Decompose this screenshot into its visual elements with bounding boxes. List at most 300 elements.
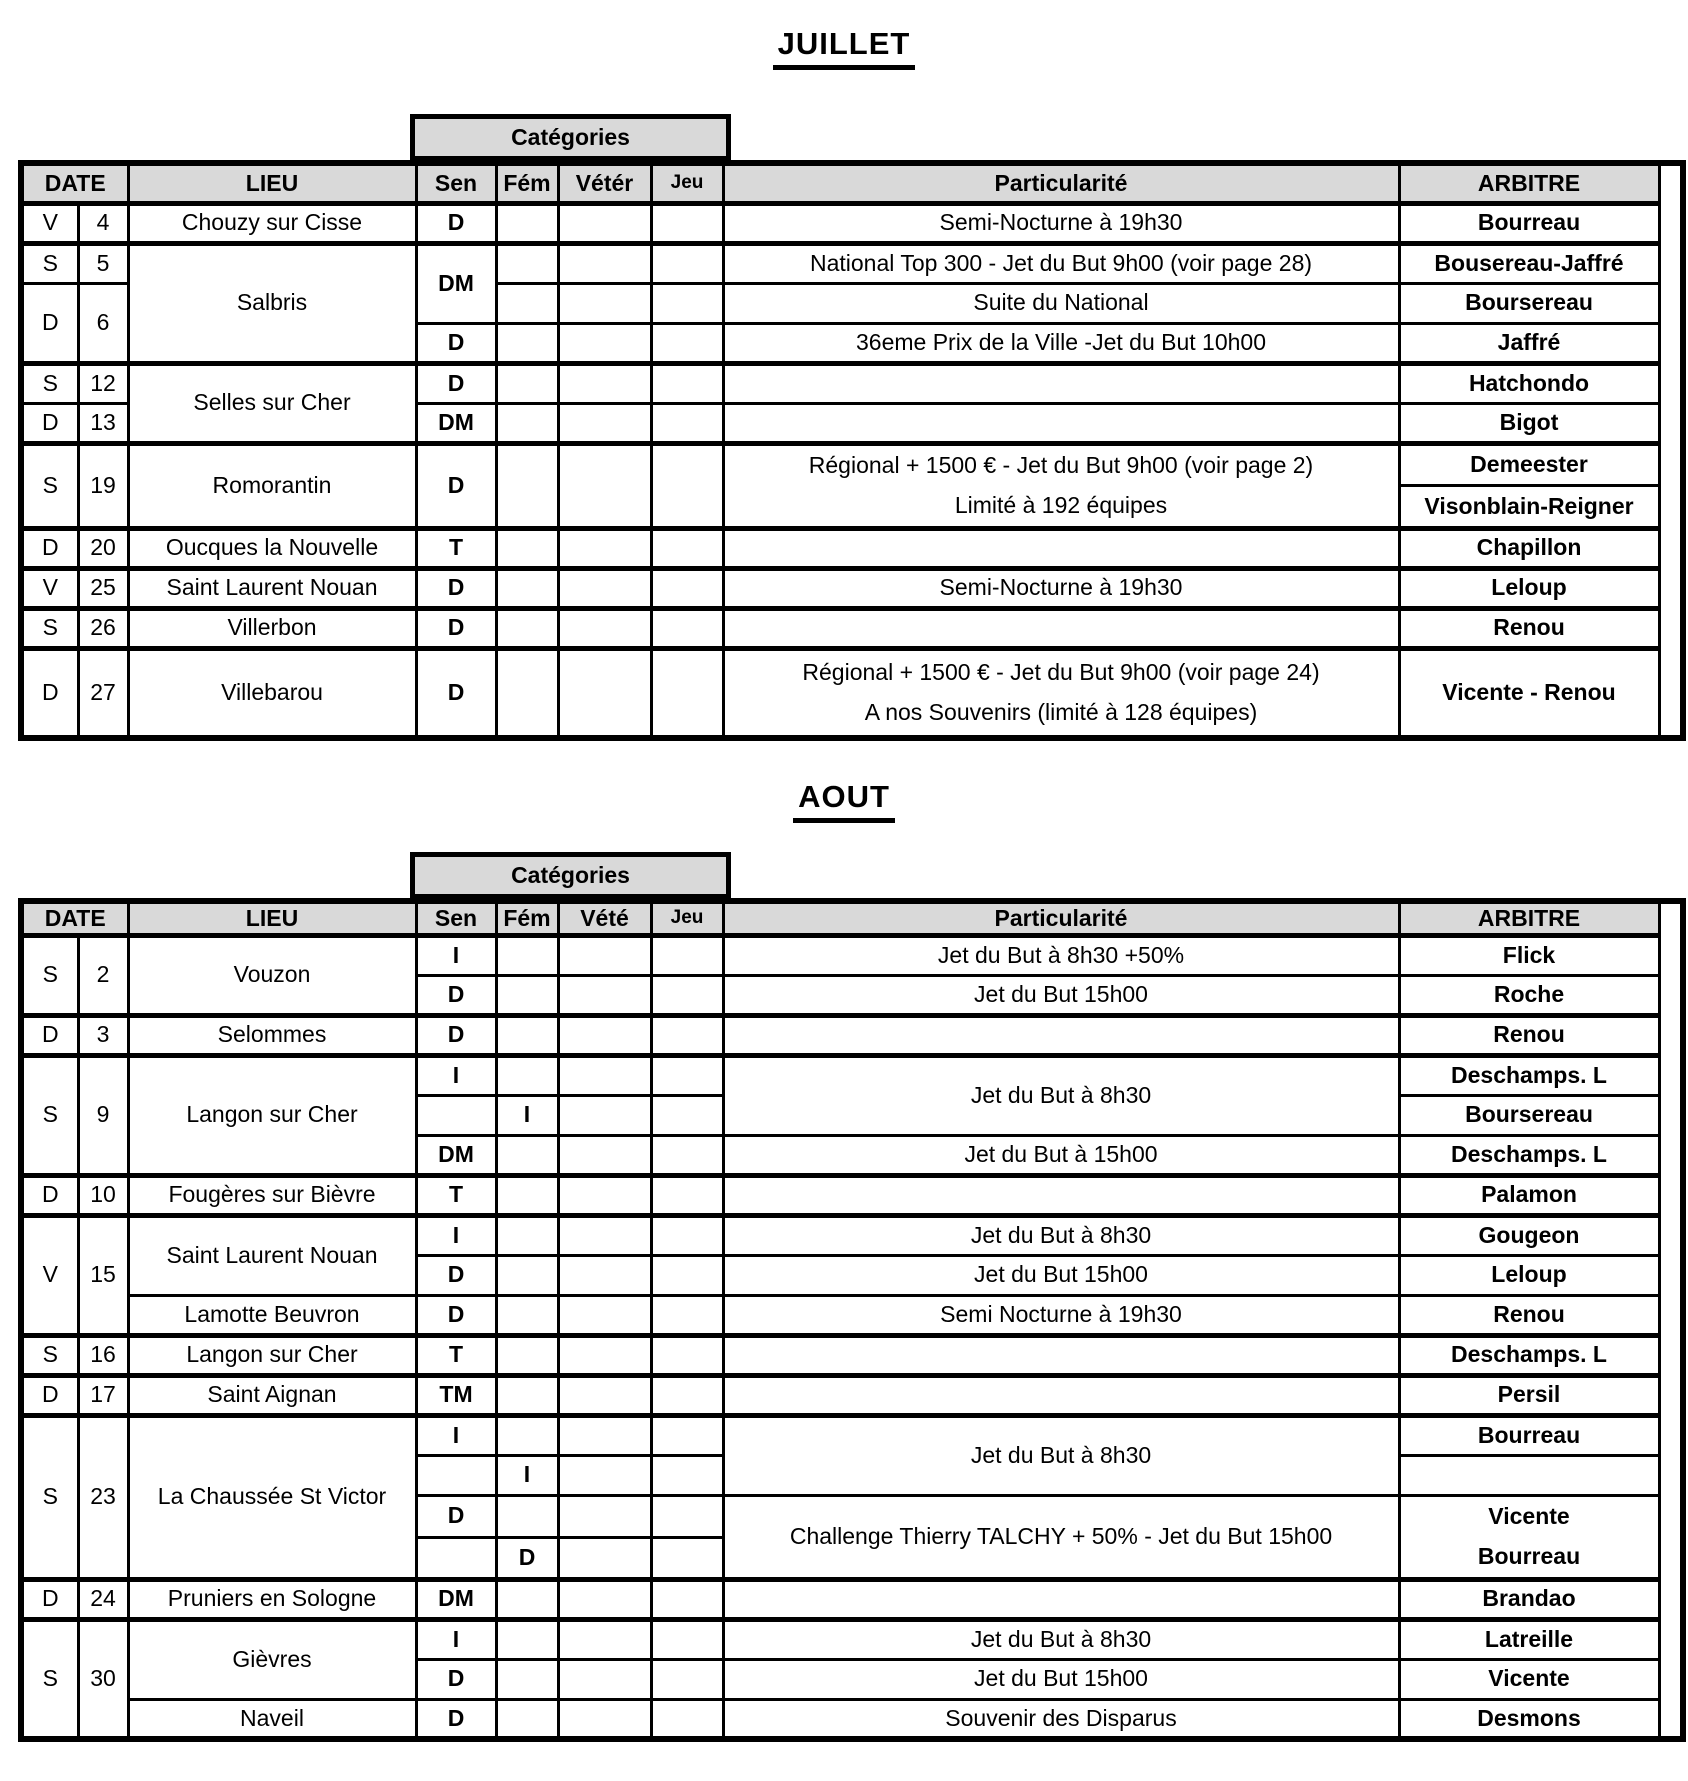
cell-day: V xyxy=(21,568,78,608)
cell-arbitre: Deschamps. L xyxy=(1399,1135,1659,1175)
cell-lieu: Langon sur Cher xyxy=(128,1055,416,1175)
gutter-col xyxy=(1659,901,1683,1739)
cell-arbitre: Latreille xyxy=(1399,1619,1659,1659)
cell-particularite: Challenge Thierry TALCHY + 50% - Jet du But 15h00 xyxy=(723,1495,1399,1579)
cell-cat-jeu xyxy=(651,975,723,1015)
cell-arbitre: Bigot xyxy=(1399,403,1659,443)
cell-num: 20 xyxy=(78,528,128,568)
cell-num: 16 xyxy=(78,1335,128,1375)
cell-particularite xyxy=(723,1335,1399,1375)
cell-arbitre: Deschamps. L xyxy=(1399,1335,1659,1375)
cell-lieu: Selles sur Cher xyxy=(128,363,416,443)
table-row xyxy=(21,1619,1683,1659)
cell-lieu: Saint Aignan xyxy=(128,1375,416,1415)
header-lieu: LIEU xyxy=(128,163,416,203)
cell-lieu: Lamotte Beuvron xyxy=(128,1295,416,1335)
cell-cat-sen: D xyxy=(416,1255,496,1295)
cell-cat-fem xyxy=(496,323,558,363)
cell-particularite xyxy=(723,528,1399,568)
table-row xyxy=(21,1375,1683,1415)
cell-arbitre: Vicente xyxy=(1399,1659,1659,1699)
categories-label: Catégories xyxy=(511,124,630,150)
cell-num: 30 xyxy=(78,1619,128,1739)
cell-cat-sen xyxy=(416,1455,496,1495)
cell-cat-sen: DM xyxy=(416,1135,496,1175)
table-row xyxy=(21,648,1683,738)
cell-cat-veter xyxy=(558,608,651,648)
particularite-line1: Régional + 1500 € - Jet du But 9h00 (voir page 2) xyxy=(808,451,1314,478)
cell-particularite: Jet du But à 8h30 xyxy=(723,1619,1399,1659)
cell-cat-fem xyxy=(496,203,558,243)
cell-cat-jeu xyxy=(651,1619,723,1659)
cell-cat-jeu xyxy=(651,608,723,648)
cell-lieu: Pruniers en Sologne xyxy=(128,1579,416,1619)
cell-day: D xyxy=(21,1015,78,1055)
cell-lieu: Vouzon xyxy=(128,935,416,1015)
juillet-title xyxy=(0,26,1688,70)
cell-particularite: Semi Nocturne à 19h30 xyxy=(723,1295,1399,1335)
cell-arbitre: Boursereau xyxy=(1399,283,1659,323)
cell-arbitre: Renou xyxy=(1399,1295,1659,1335)
cell-day: S xyxy=(21,1415,78,1579)
cell-cat-sen: D xyxy=(416,1015,496,1055)
cell-cat-veter xyxy=(558,648,651,738)
cell-particularite xyxy=(723,1579,1399,1619)
cell-cat-veter xyxy=(558,1135,651,1175)
cell-cat-fem xyxy=(496,363,558,403)
cell-particularite: Suite du National xyxy=(723,283,1399,323)
table-row xyxy=(21,1295,1683,1335)
cell-day: S xyxy=(21,443,78,528)
cell-particularite: Jet du But à 15h00 xyxy=(723,1135,1399,1175)
cell-cat-sen: DM xyxy=(416,1579,496,1619)
cell-cat-jeu xyxy=(651,1495,723,1537)
table-row xyxy=(21,1015,1683,1055)
table-row xyxy=(21,443,1683,486)
cell-particularite: Jet du But à 8h30 xyxy=(723,1055,1399,1135)
table-row xyxy=(21,1579,1683,1619)
juillet-title-text: JUILLET xyxy=(773,26,916,70)
cell-cat-jeu xyxy=(651,323,723,363)
cell-particularite xyxy=(723,363,1399,403)
arbitre-line2: Bourreau xyxy=(1477,1542,1581,1569)
cell-cat-jeu xyxy=(651,1415,723,1455)
cell-cat-veter xyxy=(558,1495,651,1537)
aout-table xyxy=(18,898,1686,1742)
cell-lieu: Romorantin xyxy=(128,443,416,528)
cell-day: D xyxy=(21,1175,78,1215)
cell-cat-veter xyxy=(558,1015,651,1055)
cell-day: D xyxy=(21,403,78,443)
table-row xyxy=(21,528,1683,568)
cell-cat-veter xyxy=(558,1659,651,1699)
cell-lieu: Villebarou xyxy=(128,648,416,738)
cell-cat-sen: T xyxy=(416,1335,496,1375)
cell-num: 27 xyxy=(78,648,128,738)
cell-particularite: Souvenir des Disparus xyxy=(723,1699,1399,1739)
cell-day: D xyxy=(21,1579,78,1619)
cell-cat-jeu xyxy=(651,1375,723,1415)
cell-cat-fem xyxy=(496,1055,558,1095)
cell-cat-sen: D xyxy=(416,648,496,738)
cell-cat-sen: D xyxy=(416,443,496,528)
table-row xyxy=(21,243,1683,283)
table-row xyxy=(21,1415,1683,1455)
cell-arbitre: Bourreau xyxy=(1399,1415,1659,1455)
cell-cat-sen: D xyxy=(416,1295,496,1335)
cell-particularite xyxy=(723,1175,1399,1215)
juillet-section xyxy=(18,124,1686,741)
cell-cat-jeu xyxy=(651,1455,723,1495)
cell-cat-fem xyxy=(496,1415,558,1455)
table-row xyxy=(21,1215,1683,1255)
cell-arbitre: Brandao xyxy=(1399,1579,1659,1619)
cell-num: 19 xyxy=(78,443,128,528)
cell-num: 12 xyxy=(78,363,128,403)
cell-particularite xyxy=(723,608,1399,648)
cell-cat-veter xyxy=(558,1335,651,1375)
cell-cat-fem xyxy=(496,1659,558,1699)
particularite-line2: A nos Souvenirs (limité à 128 équipes) xyxy=(864,699,1258,726)
cell-arbitre: Chapillon xyxy=(1399,528,1659,568)
cell-cat-veter xyxy=(558,403,651,443)
cell-arbitre: Desmons xyxy=(1399,1699,1659,1739)
aout-title xyxy=(0,779,1688,823)
cell-cat-jeu xyxy=(651,1095,723,1135)
cell-day: S xyxy=(21,363,78,403)
cell-num: 10 xyxy=(78,1175,128,1215)
cell-num: 25 xyxy=(78,568,128,608)
cell-cat-jeu xyxy=(651,935,723,975)
cell-cat-fem xyxy=(496,1255,558,1295)
cell-cat-fem xyxy=(496,975,558,1015)
cell-day: V xyxy=(21,203,78,243)
cell-cat-veter xyxy=(558,1295,651,1335)
cell-cat-sen: D xyxy=(416,975,496,1015)
cell-cat-fem xyxy=(496,403,558,443)
cell-cat-sen: I xyxy=(416,1055,496,1095)
cell-cat-jeu xyxy=(651,363,723,403)
cell-cat-veter xyxy=(558,568,651,608)
aout-section xyxy=(18,862,1686,1742)
cell-arbitre: Leloup xyxy=(1399,568,1659,608)
particularite-line2: Limité à 192 équipes xyxy=(954,491,1168,518)
cell-num: 4 xyxy=(78,203,128,243)
cell-particularite: 36eme Prix de la Ville -Jet du But 10h00 xyxy=(723,323,1399,363)
cell-cat-fem xyxy=(496,1175,558,1215)
header-lieu: LIEU xyxy=(128,901,416,935)
arbitre-line1: Vicente xyxy=(1488,1502,1570,1529)
cell-cat-fem xyxy=(496,1295,558,1335)
cell-cat-fem xyxy=(496,1015,558,1055)
cell-day: D xyxy=(21,528,78,568)
cell-lieu: Oucques la Nouvelle xyxy=(128,528,416,568)
cell-cat-sen: D xyxy=(416,608,496,648)
cell-cat-jeu xyxy=(651,283,723,323)
cell-num: 15 xyxy=(78,1215,128,1335)
cell-cat-fem xyxy=(496,1375,558,1415)
cell-cat-fem xyxy=(496,608,558,648)
cell-num: 23 xyxy=(78,1415,128,1579)
cell-cat-veter xyxy=(558,1175,651,1215)
cell-cat-fem xyxy=(496,283,558,323)
cell-cat-sen: DM xyxy=(416,243,496,323)
cell-num: 9 xyxy=(78,1055,128,1175)
cell-num: 24 xyxy=(78,1579,128,1619)
cell-cat-veter xyxy=(558,1055,651,1095)
header-arbitre: ARBITRE xyxy=(1399,901,1659,935)
cell-lieu: Salbris xyxy=(128,243,416,363)
cell-cat-jeu xyxy=(651,1335,723,1375)
cell-lieu: Villerbon xyxy=(128,608,416,648)
cell-particularite xyxy=(723,648,1399,738)
cell-particularite xyxy=(723,443,1399,528)
cell-arbitre: Renou xyxy=(1399,608,1659,648)
cell-cat-jeu xyxy=(651,443,723,528)
cell-cat-fem xyxy=(496,528,558,568)
header-arbitre: ARBITRE xyxy=(1399,163,1659,203)
cell-lieu: Langon sur Cher xyxy=(128,1335,416,1375)
cell-cat-sen: I xyxy=(416,1619,496,1659)
cell-cat-sen: DM xyxy=(416,403,496,443)
cell-cat-sen: D xyxy=(416,1659,496,1699)
table-row xyxy=(21,608,1683,648)
header-jeu: Jeu xyxy=(651,163,723,203)
header-particularite: Particularité xyxy=(723,163,1399,203)
cell-num: 26 xyxy=(78,608,128,648)
juillet-header-row xyxy=(21,163,1683,203)
cell-day: S xyxy=(21,243,78,283)
cell-particularite: Semi-Nocturne à 19h30 xyxy=(723,203,1399,243)
cell-cat-fem: D xyxy=(496,1537,558,1579)
aout-header-row xyxy=(21,901,1683,935)
cell-arbitre: Roche xyxy=(1399,975,1659,1015)
cell-cat-jeu xyxy=(651,403,723,443)
table-row xyxy=(21,1699,1683,1739)
cell-particularite: National Top 300 - Jet du But 9h00 (voir page 28) xyxy=(723,243,1399,283)
cell-arbitre: Jaffré xyxy=(1399,323,1659,363)
cell-cat-jeu xyxy=(651,1537,723,1579)
cell-lieu: Saint Laurent Nouan xyxy=(128,568,416,608)
cell-cat-fem xyxy=(496,1579,558,1619)
cell-cat-veter xyxy=(558,528,651,568)
header-fem: Fém xyxy=(496,901,558,935)
gutter-col xyxy=(1659,163,1683,738)
cell-cat-veter xyxy=(558,1619,651,1659)
cell-cat-veter xyxy=(558,1095,651,1135)
cell-num: 13 xyxy=(78,403,128,443)
cell-cat-sen: TM xyxy=(416,1375,496,1415)
cell-cat-veter xyxy=(558,203,651,243)
cell-lieu: Fougères sur Bièvre xyxy=(128,1175,416,1215)
header-sen: Sen xyxy=(416,901,496,935)
cell-cat-fem xyxy=(496,243,558,283)
cell-cat-fem xyxy=(496,648,558,738)
cell-arbitre: Deschamps. L xyxy=(1399,1055,1659,1095)
table-row xyxy=(21,203,1683,243)
cell-cat-veter xyxy=(558,283,651,323)
cell-cat-fem xyxy=(496,935,558,975)
table-row xyxy=(21,935,1683,975)
cell-lieu: Selommes xyxy=(128,1015,416,1055)
cell-cat-sen: D xyxy=(416,1699,496,1739)
cell-arbitre: Demeester xyxy=(1399,443,1659,486)
cell-cat-jeu xyxy=(651,1015,723,1055)
cell-lieu: Chouzy sur Cisse xyxy=(128,203,416,243)
cell-cat-fem xyxy=(496,1495,558,1537)
cell-cat-jeu xyxy=(651,243,723,283)
table-row xyxy=(21,363,1683,403)
cell-arbitre: Persil xyxy=(1399,1375,1659,1415)
cell-cat-sen: D xyxy=(416,203,496,243)
cell-day: D xyxy=(21,648,78,738)
cell-day: S xyxy=(21,608,78,648)
juillet-table xyxy=(18,160,1686,741)
cell-particularite: Jet du But à 8h30 xyxy=(723,1215,1399,1255)
particularite-line1: Régional + 1500 € - Jet du But 9h00 (voir page 24) xyxy=(802,659,1320,686)
cell-day: S xyxy=(21,935,78,1015)
cell-cat-fem xyxy=(496,1699,558,1739)
cell-cat-veter xyxy=(558,1699,651,1739)
cell-particularite xyxy=(723,1015,1399,1055)
cell-cat-veter xyxy=(558,1455,651,1495)
cell-cat-sen xyxy=(416,1537,496,1579)
header-jeu: Jeu xyxy=(651,901,723,935)
categories-label: Catégories xyxy=(511,862,630,888)
categories-box xyxy=(410,114,731,161)
cell-arbitre: Renou xyxy=(1399,1015,1659,1055)
cell-cat-jeu xyxy=(651,1699,723,1739)
cell-cat-jeu xyxy=(651,1659,723,1699)
aout-title-text: AOUT xyxy=(793,779,895,823)
cell-particularite: Jet du But 15h00 xyxy=(723,1659,1399,1699)
cell-lieu: Naveil xyxy=(128,1699,416,1739)
cell-particularite xyxy=(723,1375,1399,1415)
cell-cat-jeu xyxy=(651,648,723,738)
cell-day: S xyxy=(21,1335,78,1375)
cell-cat-jeu xyxy=(651,1135,723,1175)
cell-cat-veter xyxy=(558,243,651,283)
cell-arbitre: Visonblain-Reigner xyxy=(1399,486,1659,529)
cell-cat-fem xyxy=(496,1135,558,1175)
cell-cat-sen: D xyxy=(416,323,496,363)
cell-cat-veter xyxy=(558,975,651,1015)
header-date: DATE xyxy=(21,901,128,935)
cell-cat-sen: D xyxy=(416,363,496,403)
cell-arbitre: Boursereau xyxy=(1399,1095,1659,1135)
table-row xyxy=(21,1055,1683,1095)
cell-num: 17 xyxy=(78,1375,128,1415)
cell-cat-jeu xyxy=(651,528,723,568)
cell-cat-jeu xyxy=(651,568,723,608)
cell-cat-veter xyxy=(558,1215,651,1255)
cell-cat-veter xyxy=(558,1537,651,1579)
cell-lieu: Saint Laurent Nouan xyxy=(128,1215,416,1295)
cell-particularite: Semi-Nocturne à 19h30 xyxy=(723,568,1399,608)
cell-cat-fem xyxy=(496,568,558,608)
cell-num: 5 xyxy=(78,243,128,283)
cell-cat-fem xyxy=(496,443,558,528)
cell-cat-jeu xyxy=(651,1579,723,1619)
cell-cat-sen: D xyxy=(416,1495,496,1537)
cell-cat-fem xyxy=(496,1215,558,1255)
cell-cat-veter xyxy=(558,1415,651,1455)
categories-box xyxy=(410,852,731,899)
cell-day: S xyxy=(21,1055,78,1175)
cell-cat-sen: D xyxy=(416,568,496,608)
cell-cat-sen: T xyxy=(416,1175,496,1215)
cell-cat-sen: I xyxy=(416,1215,496,1255)
header-fem: Fém xyxy=(496,163,558,203)
table-row xyxy=(21,568,1683,608)
cell-cat-jeu xyxy=(651,203,723,243)
table-row xyxy=(21,1175,1683,1215)
cell-particularite: Jet du But à 8h30 xyxy=(723,1415,1399,1495)
table-row xyxy=(21,1335,1683,1375)
cell-cat-veter xyxy=(558,1255,651,1295)
cell-arbitre: Hatchondo xyxy=(1399,363,1659,403)
cell-cat-fem xyxy=(496,1335,558,1375)
cell-cat-jeu xyxy=(651,1175,723,1215)
cell-cat-fem: I xyxy=(496,1455,558,1495)
cell-arbitre: Flick xyxy=(1399,935,1659,975)
cell-cat-veter xyxy=(558,363,651,403)
cell-cat-sen: I xyxy=(416,1415,496,1455)
cell-particularite: Jet du But 15h00 xyxy=(723,1255,1399,1295)
cell-arbitre: Bousereau-Jaffré xyxy=(1399,243,1659,283)
cell-arbitre xyxy=(1399,1455,1659,1495)
cell-day: S xyxy=(21,1619,78,1739)
cell-num: 2 xyxy=(78,935,128,1015)
cell-day: V xyxy=(21,1215,78,1335)
cell-cat-jeu xyxy=(651,1295,723,1335)
header-date: DATE xyxy=(21,163,128,203)
header-sen: Sen xyxy=(416,163,496,203)
cell-cat-veter xyxy=(558,1375,651,1415)
cell-day: D xyxy=(21,283,78,363)
cell-cat-jeu xyxy=(651,1255,723,1295)
cell-cat-veter xyxy=(558,323,651,363)
header-veter: Vétér xyxy=(558,163,651,203)
cell-cat-veter xyxy=(558,1579,651,1619)
cell-arbitre: Leloup xyxy=(1399,1255,1659,1295)
cell-cat-veter xyxy=(558,443,651,528)
cell-lieu: La Chaussée St Victor xyxy=(128,1415,416,1579)
cell-arbitre xyxy=(1399,1495,1659,1579)
cell-arbitre: Gougeon xyxy=(1399,1215,1659,1255)
cell-cat-sen: T xyxy=(416,528,496,568)
cell-lieu: Gièvres xyxy=(128,1619,416,1699)
cell-cat-jeu xyxy=(651,1215,723,1255)
cell-cat-sen: I xyxy=(416,935,496,975)
header-veter: Vété xyxy=(558,901,651,935)
cell-particularite: Jet du But à 8h30 +50% xyxy=(723,935,1399,975)
cell-cat-fem xyxy=(496,1619,558,1659)
cell-particularite xyxy=(723,403,1399,443)
cell-arbitre: Vicente - Renou xyxy=(1399,648,1659,738)
cell-day: D xyxy=(21,1375,78,1415)
cell-num: 3 xyxy=(78,1015,128,1055)
cell-cat-veter xyxy=(558,935,651,975)
cell-particularite: Jet du But 15h00 xyxy=(723,975,1399,1015)
cell-num: 6 xyxy=(78,283,128,363)
cell-cat-fem: I xyxy=(496,1095,558,1135)
header-particularite: Particularité xyxy=(723,901,1399,935)
cell-arbitre: Bourreau xyxy=(1399,203,1659,243)
cell-cat-sen xyxy=(416,1095,496,1135)
cell-cat-jeu xyxy=(651,1055,723,1095)
cell-arbitre: Palamon xyxy=(1399,1175,1659,1215)
